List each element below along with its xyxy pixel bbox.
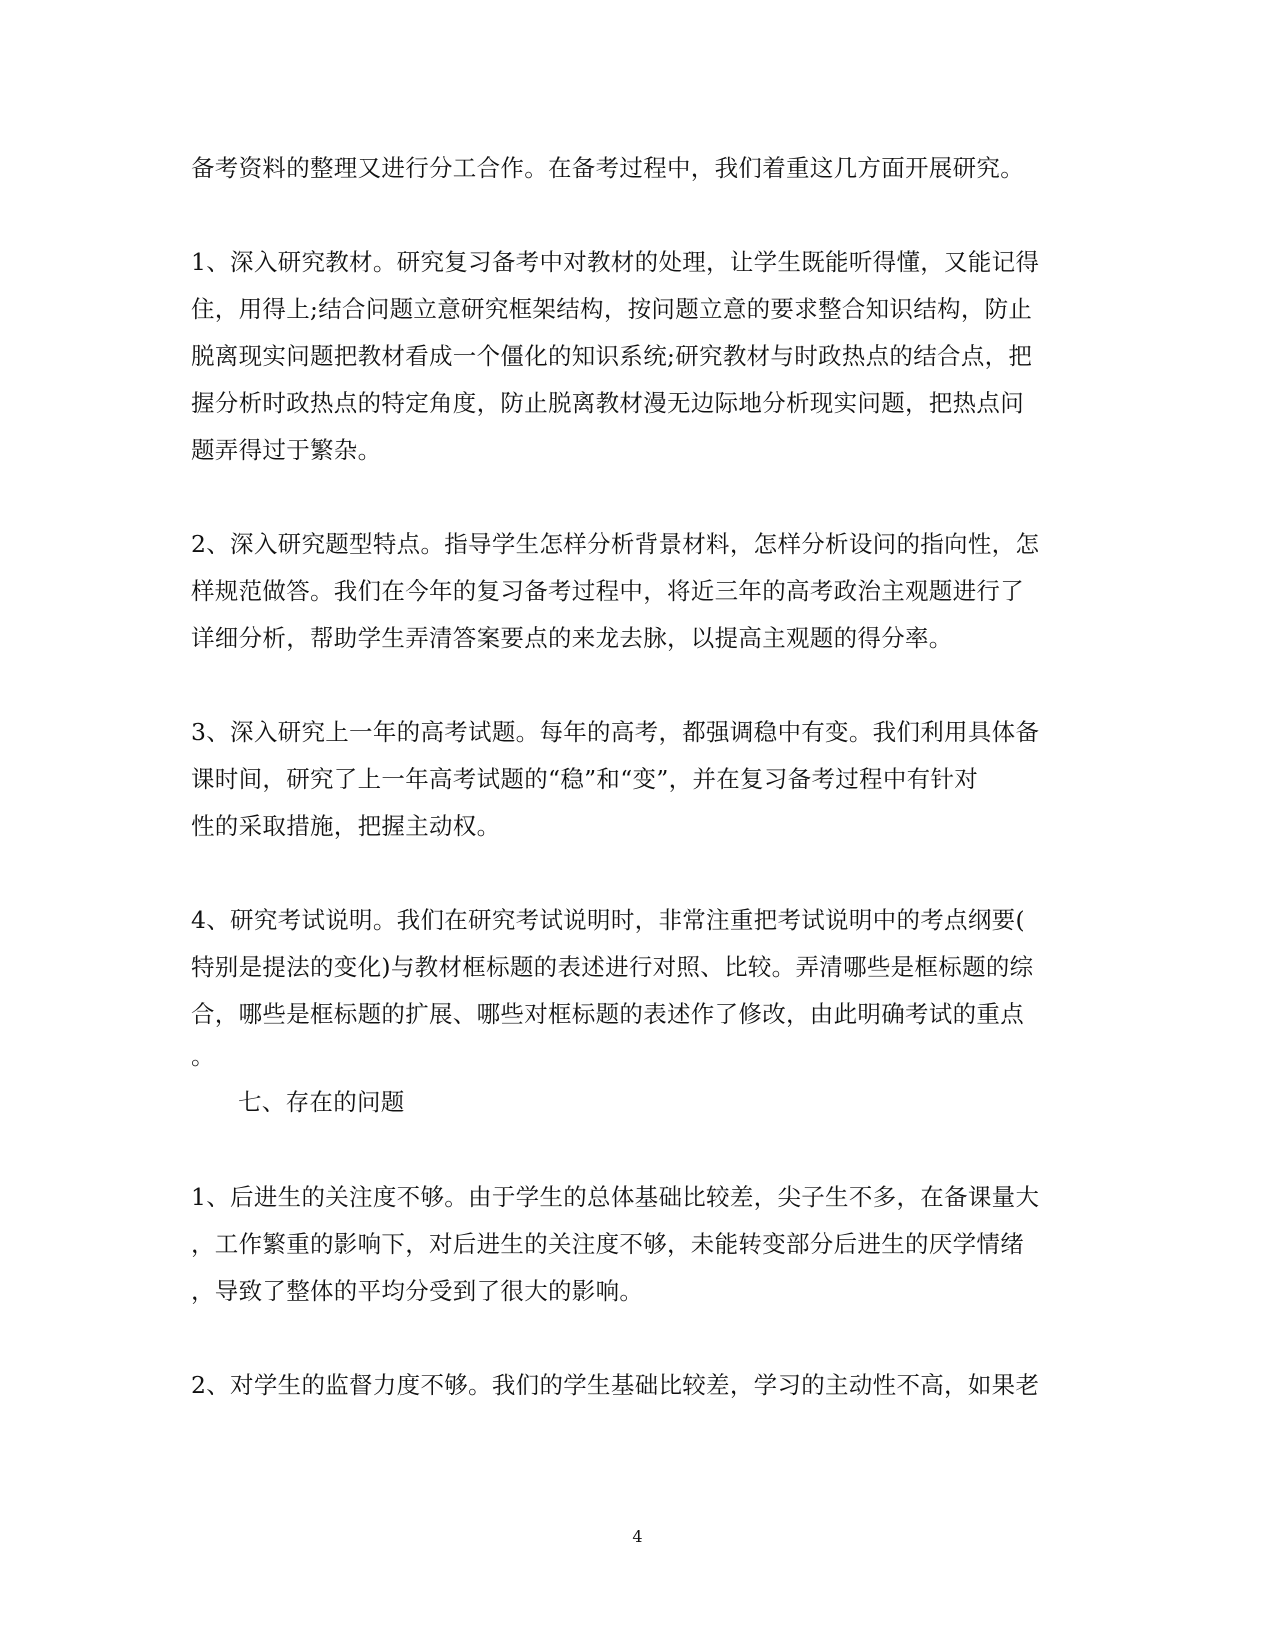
text-line: 备考资料的整理又进行分工合作。在备考过程中，我们着重这几方面开展研究。 (191, 154, 1024, 182)
text-line: ，导致了整体的平均分受到了很大的影响。 (191, 1277, 644, 1305)
text-line: 握分析时政热点的特定角度，防止脱离教材漫无边际地分析现实问题，把热点问 (191, 389, 1024, 417)
text-line: 1、后进生的关注度不够。由于学生的总体基础比较差，尖子生不多，在备课量大 (191, 1183, 1040, 1211)
section-heading: 七、存在的问题 (238, 1088, 405, 1116)
text-line: 脱离现实问题把教材看成一个僵化的知识系统;研究教材与时政热点的结合点，把 (191, 342, 1033, 370)
text-line: 3、深入研究上一年的高考试题。每年的高考，都强调稳中有变。我们利用具体备 (191, 718, 1040, 746)
text-line: 住，用得上;结合问题立意研究框架结构，按问题立意的要求整合知识结构，防止 (191, 295, 1033, 323)
text-line: 样规范做答。我们在今年的复习备考过程中，将近三年的高考政治主观题进行了 (191, 577, 1024, 605)
text-line: 题弄得过于繁杂。 (191, 436, 382, 464)
text-line: ，工作繁重的影响下，对后进生的关注度不够，未能转变部分后进生的厌学情绪 (191, 1230, 1024, 1258)
text-line: 课时间，研究了上一年高考试题的“稳”和“变”，并在复习备考过程中有针对 (191, 765, 979, 793)
text-line: 4、研究考试说明。我们在研究考试说明时，非常注重把考试说明中的考点纲要( (191, 906, 1025, 934)
text-line: 性的采取措施，把握主动权。 (191, 812, 501, 840)
text-line: 合，哪些是框标题的扩展、哪些对框标题的表述作了修改，由此明确考试的重点 (191, 1000, 1024, 1028)
text-line: 2、对学生的监督力度不够。我们的学生基础比较差，学习的主动性不高，如果老 (191, 1371, 1040, 1399)
text-line: 。 (191, 1042, 215, 1070)
text-line: 1、深入研究教材。研究复习备考中对教材的处理，让学生既能听得懂，又能记得 (191, 248, 1040, 276)
page-number: 4 (632, 1527, 643, 1546)
text-line: 详细分析，帮助学生弄清答案要点的来龙去脉，以提高主观题的得分率。 (191, 624, 953, 652)
text-line: 2、深入研究题型特点。指导学生怎样分析背景材料，怎样分析设问的指向性，怎 (191, 530, 1040, 558)
text-line: 特别是提法的变化)与教材框标题的表述进行对照、比较。弄清哪些是框标题的综 (191, 953, 1034, 981)
